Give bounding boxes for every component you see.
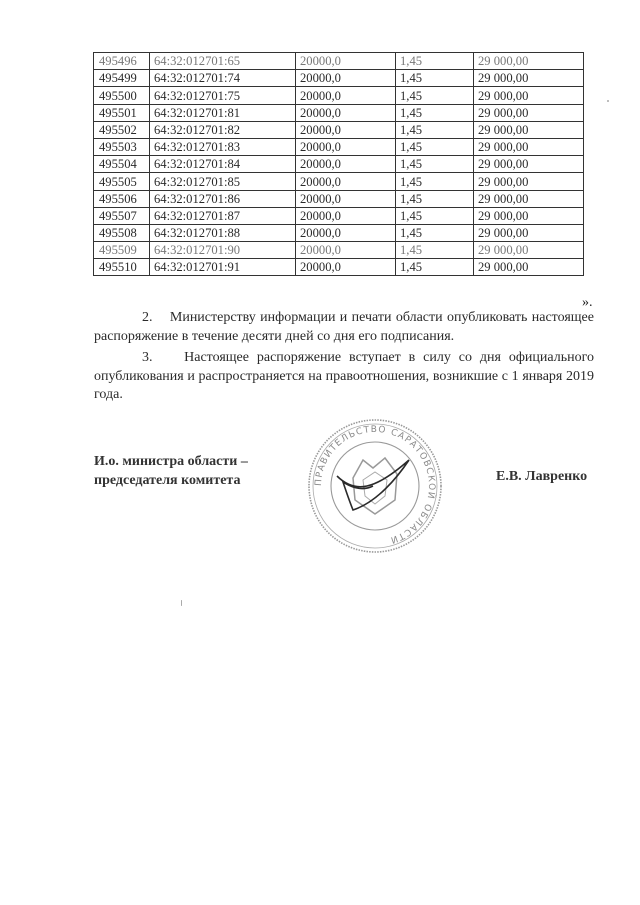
table-body	[94, 53, 584, 276]
table-row	[94, 224, 584, 241]
table-row	[94, 70, 584, 87]
cell-amount: 29 000,00	[474, 259, 584, 276]
paragraph-2	[94, 309, 594, 346]
cell-area: 20000,0	[296, 207, 396, 224]
cell-id: 495499	[94, 70, 150, 87]
table-row	[94, 207, 584, 224]
cell-cadastral: 64:32:012701:88	[150, 224, 296, 241]
cell-area: 20000,0	[296, 53, 396, 70]
cell-rate: 1,45	[396, 156, 474, 173]
cell-id: 495502	[94, 121, 150, 138]
cell-id: 495505	[94, 173, 150, 190]
scan-speck	[607, 100, 609, 102]
cell-area: 20000,0	[296, 156, 396, 173]
cell-cadastral: 64:32:012701:65	[150, 53, 296, 70]
cell-area: 20000,0	[296, 173, 396, 190]
cell-cadastral: 64:32:012701:75	[150, 87, 296, 104]
paragraph-3-text: Настоящее распоряжение вступает в силу со дня официального опубликования и распространяется на правоотношения, возникшие с 1 января 2019 года.	[94, 350, 594, 402]
cell-id: 495504	[94, 156, 150, 173]
cell-cadastral: 64:32:012701:85	[150, 173, 296, 190]
cell-area: 20000,0	[296, 242, 396, 259]
official-seal	[305, 416, 445, 556]
cell-amount: 29 000,00	[474, 121, 584, 138]
table-row	[94, 104, 584, 121]
cell-area: 20000,0	[296, 138, 396, 155]
cell-cadastral: 64:32:012701:90	[150, 242, 296, 259]
table-row	[94, 53, 584, 70]
cell-amount: 29 000,00	[474, 70, 584, 87]
seal-ring-text: ПРАВИТЕЛЬСТВО САРАТОВСКОЙ ОБЛАСТИ	[313, 424, 437, 545]
cell-rate: 1,45	[396, 242, 474, 259]
scan-speck	[181, 600, 182, 606]
table-row	[94, 242, 584, 259]
closing-quote: ».	[582, 295, 593, 310]
cell-cadastral: 64:32:012701:81	[150, 104, 296, 121]
cell-rate: 1,45	[396, 190, 474, 207]
table-row	[94, 138, 584, 155]
cell-id: 495507	[94, 207, 150, 224]
cell-rate: 1,45	[396, 87, 474, 104]
cell-id: 495496	[94, 53, 150, 70]
cell-area: 20000,0	[296, 259, 396, 276]
cell-id: 495506	[94, 190, 150, 207]
cell-area: 20000,0	[296, 104, 396, 121]
cell-cadastral: 64:32:012701:74	[150, 70, 296, 87]
cell-area: 20000,0	[296, 121, 396, 138]
cell-amount: 29 000,00	[474, 104, 584, 121]
paragraph-3-number: 3.	[142, 350, 153, 365]
cell-id: 495509	[94, 242, 150, 259]
cell-amount: 29 000,00	[474, 173, 584, 190]
paragraph-2-text: Министерству информации и печати области опубликовать настоящее распоряжение в течение десяти дней со дня его подписания.	[94, 310, 594, 344]
cell-id: 495503	[94, 138, 150, 155]
cell-rate: 1,45	[396, 138, 474, 155]
cell-rate: 1,45	[396, 173, 474, 190]
cell-area: 20000,0	[296, 70, 396, 87]
cell-cadastral: 64:32:012701:87	[150, 207, 296, 224]
cell-rate: 1,45	[396, 53, 474, 70]
paragraph-2-number: 2.	[142, 310, 153, 325]
cell-amount: 29 000,00	[474, 242, 584, 259]
table-row	[94, 173, 584, 190]
cell-rate: 1,45	[396, 70, 474, 87]
cell-area: 20000,0	[296, 87, 396, 104]
paragraph-3	[94, 349, 594, 405]
table-row	[94, 259, 584, 276]
signatory-name: Е.В. Лавренко	[496, 469, 588, 484]
cell-amount: 29 000,00	[474, 224, 584, 241]
table-row	[94, 190, 584, 207]
cell-area: 20000,0	[296, 224, 396, 241]
table-row	[94, 87, 584, 104]
cell-cadastral: 64:32:012701:83	[150, 138, 296, 155]
signatory-title-line-2: председателя комитета	[94, 473, 241, 488]
table-row	[94, 156, 584, 173]
cell-rate: 1,45	[396, 207, 474, 224]
cell-rate: 1,45	[396, 259, 474, 276]
cell-rate: 1,45	[396, 121, 474, 138]
cell-rate: 1,45	[396, 224, 474, 241]
cell-id: 495508	[94, 224, 150, 241]
cell-id: 495510	[94, 259, 150, 276]
cell-amount: 29 000,00	[474, 138, 584, 155]
cell-cadastral: 64:32:012701:84	[150, 156, 296, 173]
signatory-title	[94, 452, 248, 490]
cell-amount: 29 000,00	[474, 190, 584, 207]
cell-id: 495500	[94, 87, 150, 104]
land-plots-table	[93, 52, 584, 276]
cell-id: 495501	[94, 104, 150, 121]
cell-amount: 29 000,00	[474, 87, 584, 104]
signatory-title-line-1: И.о. министра области –	[94, 454, 248, 469]
cell-rate: 1,45	[396, 104, 474, 121]
cell-amount: 29 000,00	[474, 156, 584, 173]
cell-area: 20000,0	[296, 190, 396, 207]
cell-cadastral: 64:32:012701:86	[150, 190, 296, 207]
cell-cadastral: 64:32:012701:82	[150, 121, 296, 138]
cell-amount: 29 000,00	[474, 207, 584, 224]
cell-amount: 29 000,00	[474, 53, 584, 70]
cell-cadastral: 64:32:012701:91	[150, 259, 296, 276]
table-row	[94, 121, 584, 138]
